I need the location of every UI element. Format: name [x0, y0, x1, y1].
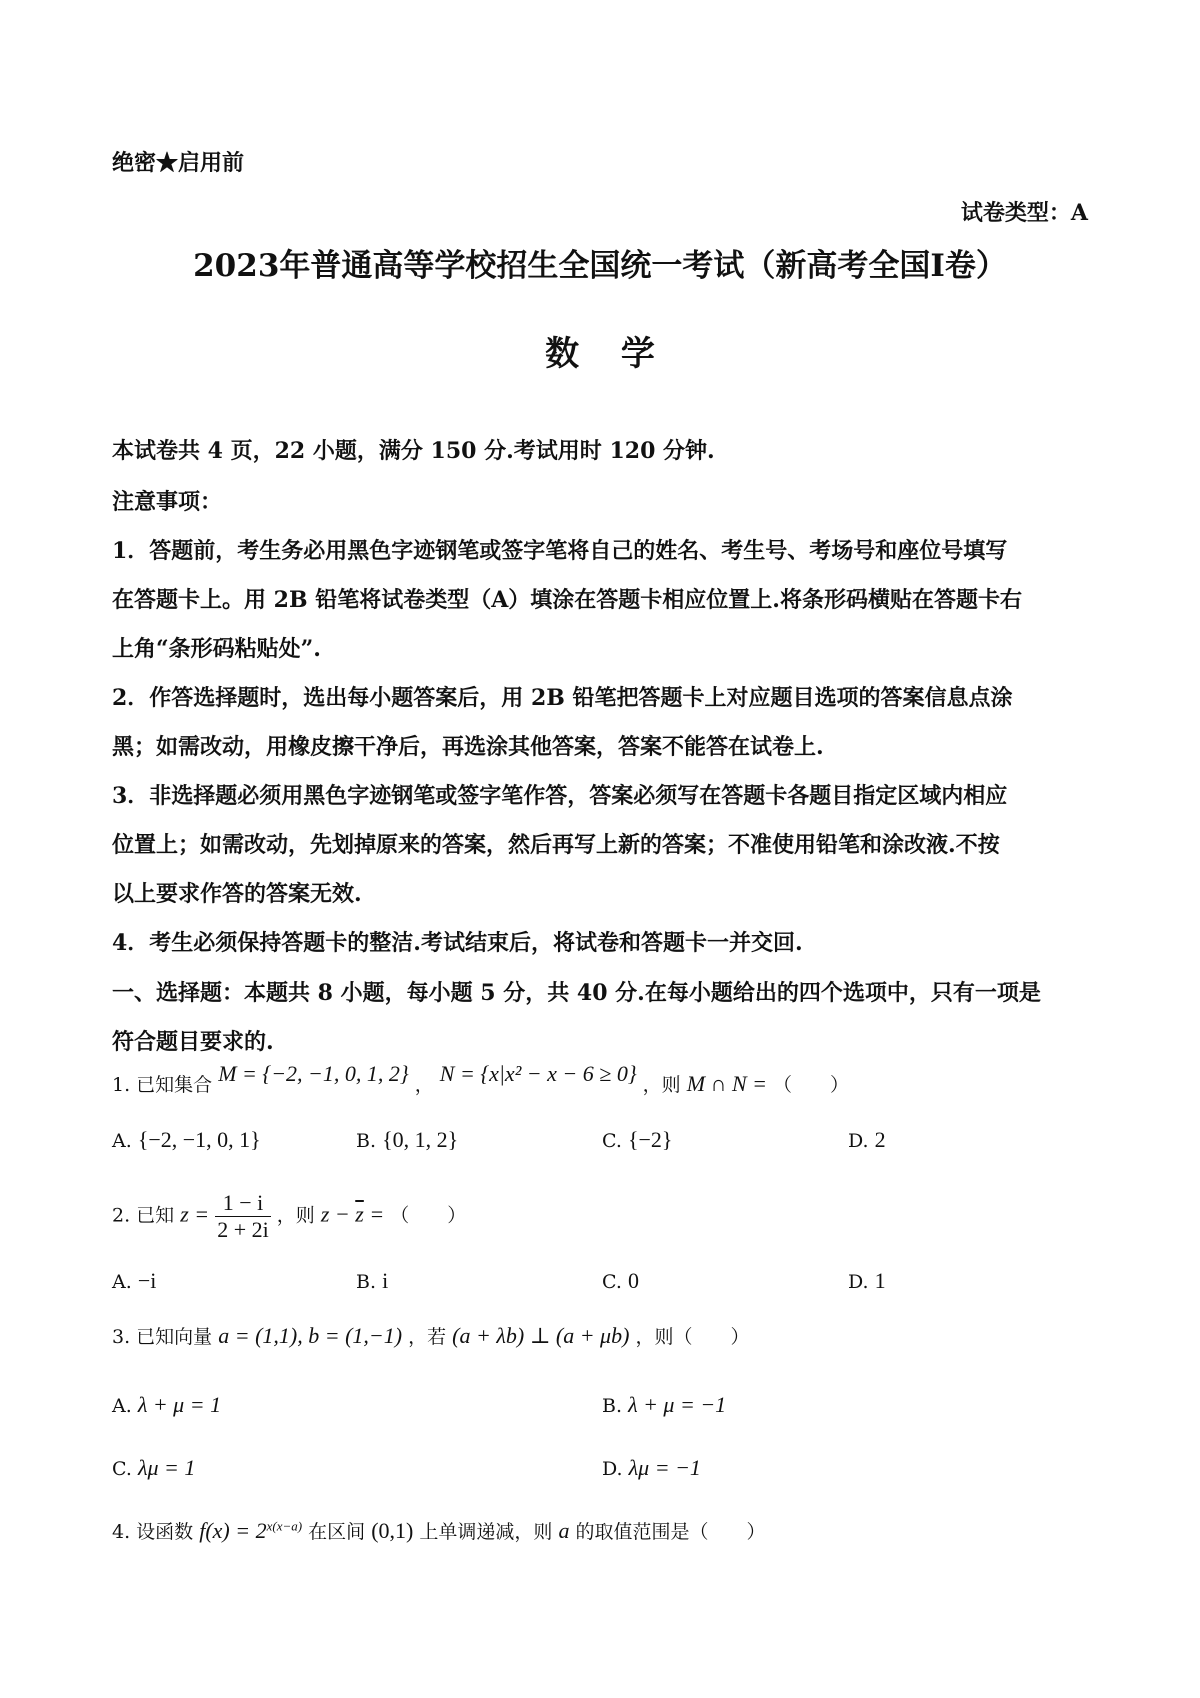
q2-option-b: B. i [356, 1268, 389, 1293]
q4-ask: 的取值范围是（ ） [575, 1521, 766, 1543]
confidential-label: 绝密★启用前 [112, 150, 245, 176]
note-line: 以上要求作答的答案无效. [112, 881, 362, 907]
q2-numerator: 1 − i [215, 1190, 271, 1217]
q2-paren: （ ） [390, 1204, 467, 1227]
q2-ask: ，则 [276, 1204, 315, 1227]
question-4 [112, 1517, 766, 1544]
q3-option-b: B. λ + μ = −1 [602, 1392, 727, 1417]
note-line: 在答题卡上。用 2B 铅笔将试卷类型（A）填涂在答题卡相应位置上.将条形码横贴在答题卡右 [112, 587, 1022, 613]
section-heading: 一、选择题：本题共 8 小题，每小题 5 分，共 40 分.在每小题给出的四个选项中，只有一项是 [112, 980, 1041, 1006]
q2-denominator: 2 + 2i [217, 1217, 269, 1242]
notes-heading: 注意事项： [112, 489, 223, 515]
q3-ask: ，则（ ） [635, 1326, 750, 1348]
q3-vectors: a = (1,1), b = (1,−1) [218, 1323, 403, 1348]
q2-option-d: D. 1 [848, 1268, 886, 1293]
exam-title: 2023年普通高等学校招生全国统一考试（新高考全国I卷） [193, 248, 1007, 284]
note-line: 3．非选择题必须用黑色字迹钢笔或签字笔作答，答案必须写在答题卡各题目指定区域内相应 [112, 783, 1008, 809]
q4-mid: 在区间 [308, 1521, 366, 1543]
paper-type-label: 试卷类型：A [960, 200, 1088, 226]
q1-paren: （ ） [773, 1074, 850, 1096]
q3-option-c: C. λμ = 1 [112, 1455, 196, 1480]
q3-option-a: A. λ + μ = 1 [112, 1392, 222, 1417]
q3-condition: (a + λb) ⊥ (a + μb) [452, 1323, 630, 1348]
q3-cond-lead: ，若 [408, 1326, 447, 1348]
question-2 [112, 1190, 466, 1243]
note-line: 1．答题前，考生务必用黑色字迹钢笔或签字笔将自己的姓名、考生号、考场号和座位号填写 [112, 538, 1008, 564]
q4-exponent: x(x−a) [266, 1518, 303, 1534]
q1-option-c: C. {−2} [602, 1127, 673, 1152]
subject-title: 数 学 [545, 334, 655, 374]
q2-option-c: C. 0 [602, 1268, 639, 1293]
q1-comma: ， [414, 1074, 434, 1096]
q4-func: f(x) = 2 [199, 1518, 267, 1543]
q4-interval: (0,1) [371, 1518, 414, 1543]
note-line: 2．作答选择题时，选出每小题答案后，用 2B 铅笔把答题卡上对应题目选项的答案信息点涂 [112, 685, 1013, 711]
q2-fraction [215, 1190, 271, 1243]
q1-option-b: B. {0, 1, 2} [356, 1127, 459, 1152]
q1-set-m: M = {−2, −1, 0, 1, 2} [218, 1061, 409, 1086]
question-3 [112, 1322, 750, 1349]
q3-lead: 3. 已知向量 [112, 1326, 213, 1348]
q2-lead: 2. 已知 [112, 1204, 175, 1227]
note-line: 位置上；如需改动，先划掉原来的答案，然后再写上新的答案；不准使用铅笔和涂改液.不按 [112, 832, 1000, 858]
q1-option-d: D. 2 [848, 1127, 886, 1152]
q1-ask: ，则 [642, 1074, 681, 1096]
q1-option-a: A. {−2, −1, 0, 1} [112, 1127, 261, 1152]
q3-option-d: D. λμ = −1 [602, 1455, 701, 1480]
note-line: 4．考生必须保持答题卡的整洁.考试结束后，将试卷和答题卡一并交回. [112, 930, 803, 956]
note-line: 上角“条形码粘贴处”. [112, 636, 321, 662]
q2-z: z = [180, 1201, 210, 1227]
q2-option-a: A. −i [112, 1268, 157, 1293]
question-1 [112, 1061, 850, 1097]
q4-lead: 4. 设函数 [112, 1521, 194, 1543]
q4-mid2: 上单调递减，则 [419, 1521, 553, 1543]
section-heading: 符合题目要求的. [112, 1029, 274, 1055]
q1-expr: M ∩ N = [686, 1071, 767, 1096]
q1-lead: 1. 已知集合 [112, 1074, 213, 1096]
q4-var: a [558, 1518, 570, 1543]
q1-set-n: N = {x|x² − x − 6 ≥ 0} [439, 1061, 637, 1086]
exam-intro: 本试卷共 4 页，22 小题，满分 150 分.考试用时 120 分钟. [112, 438, 715, 464]
note-line: 黑；如需改动，用橡皮擦干净后，再选涂其他答案，答案不能答在试卷上. [112, 734, 824, 760]
q2-expr: $z - \overline{z}$ = [320, 1201, 385, 1227]
